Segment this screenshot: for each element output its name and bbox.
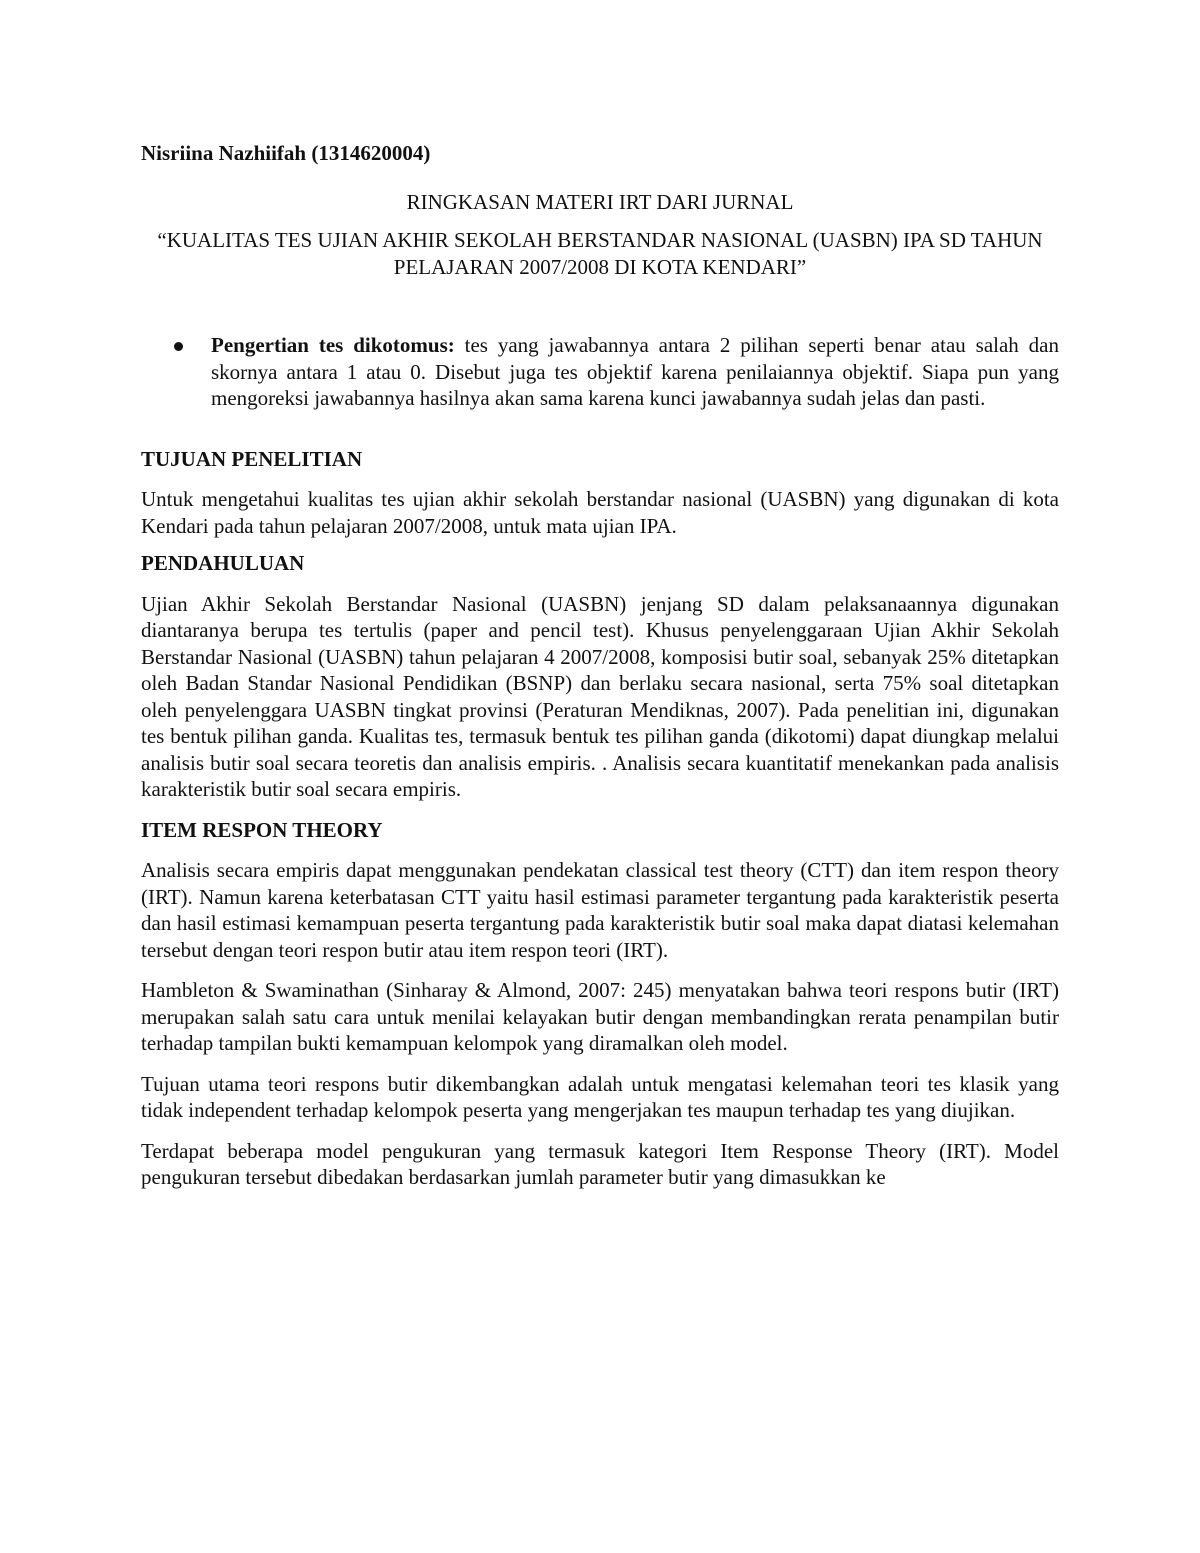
paragraph-irt-2: Hambleton & Swaminathan (Sinharay & Almond, 2007: 245) menyatakan bahwa teori respons butir (IRT) merupakan salah satu cara untuk menilai kelayakan butir dengan membandingkan rerata penampilan butir terhadap tampilan bukti kemampuan kelompok yang diramalkan oleh model. — [141, 978, 1059, 1055]
section-heading-pendahuluan: PENDAHULUAN — [141, 551, 305, 575]
bullet-icon — [174, 342, 183, 351]
paragraph-irt-4: Terdapat beberapa model pengukuran yang termasuk kategori Item Response Theory (IRT). Model pengukuran tersebut dibedakan berdasarkan jumlah parameter butir yang dimasukkan ke — [141, 1138, 1059, 1189]
document-body — [141, 140, 1059, 1205]
definition-text: tes yang jawabannya antara 2 pilihan seperti benar atau salah dan skornya antara 1 atau 0. Disebut juga tes objektif karena penilaiannya objektif. Siapa pun yang mengoreksi jawabannya hasilnya akan sama karena kunci jawabannya sudah jelas dan pasti. — [211, 333, 1059, 410]
author-line: Nisriina Nazhiifah (1314620004) — [141, 141, 431, 165]
section-heading-irt: ITEM RESPON THEORY — [141, 817, 383, 842]
paragraph-tujuan: Untuk mengetahui kualitas tes ujian akhir sekolah berstandar nasional (UASBN) yang digunakan di kota Kendari pada tahun pelajaran 2007/2008, untuk mata ujian IPA. — [141, 487, 1059, 538]
definition-term: Pengertian tes dikotomus: — [211, 333, 455, 357]
paragraph-pendahuluan: Ujian Akhir Sekolah Berstandar Nasional (UASBN) jenjang SD dalam pelaksanaannya digunakan diantaranya berupa tes tertulis (paper and pencil test). Khusus penyelenggaraan Ujian Akhir Sekolah Berstandar Nasional (UASBN) tahun pelajaran 4 2007/2008, komposisi butir soal, sebanyak 25% ditetapkan oleh Badan Standar Nasional Pendidikan (BSNP) dan berlaku secara nasional, serta 75% soal ditetapkan oleh penyelenggara UASBN tingkat provinsi (Peraturan Mendiknas, 2007). Pada penelitian ini, digunakan tes bentuk pilihan ganda. Kualitas tes, termasuk bentuk tes pilihan ganda (dikotomi) dapat diungkap melalui analisis butir soal secara teoretis dan analisis empiris. . Analisis secara kuantitatif menekankan pada analisis karakteristik butir soal secara empiris. — [141, 591, 1059, 801]
definition-list — [141, 332, 1059, 412]
journal-title: “KUALITAS TES UJIAN AKHIR SEKOLAH BERSTANDAR NASIONAL (UASBN) IPA SD TAHUN PELAJARAN 2007/2008 DI KOTA KENDARI” — [157, 228, 1043, 279]
document-title: RINGKASAN MATERI IRT DARI JURNAL — [406, 189, 794, 214]
paragraph-irt-3: Tujuan utama teori respons butir dikembangkan adalah untuk mengatasi kelemahan teori tes klasik yang tidak independent terhadap kelompok peserta yang mengerjakan tes maupun terhadap tes yang diujikan. — [141, 1071, 1059, 1122]
paragraph-irt-1: Analisis secara empiris dapat menggunakan pendekatan classical test theory (CTT) dan item respon theory (IRT). Namun karena keterbatasan CTT yaitu hasil estimasi parameter tergantung pada karakteristik peserta dan hasil estimasi kemampuan peserta tergantung pada karakteristik butir soal maka dapat diatasi kelemahan tersebut dengan teori respon butir atau item respon teori (IRT). — [141, 858, 1059, 962]
section-heading-tujuan: TUJUAN PENELITIAN — [141, 446, 363, 471]
definition-item — [141, 332, 1059, 412]
